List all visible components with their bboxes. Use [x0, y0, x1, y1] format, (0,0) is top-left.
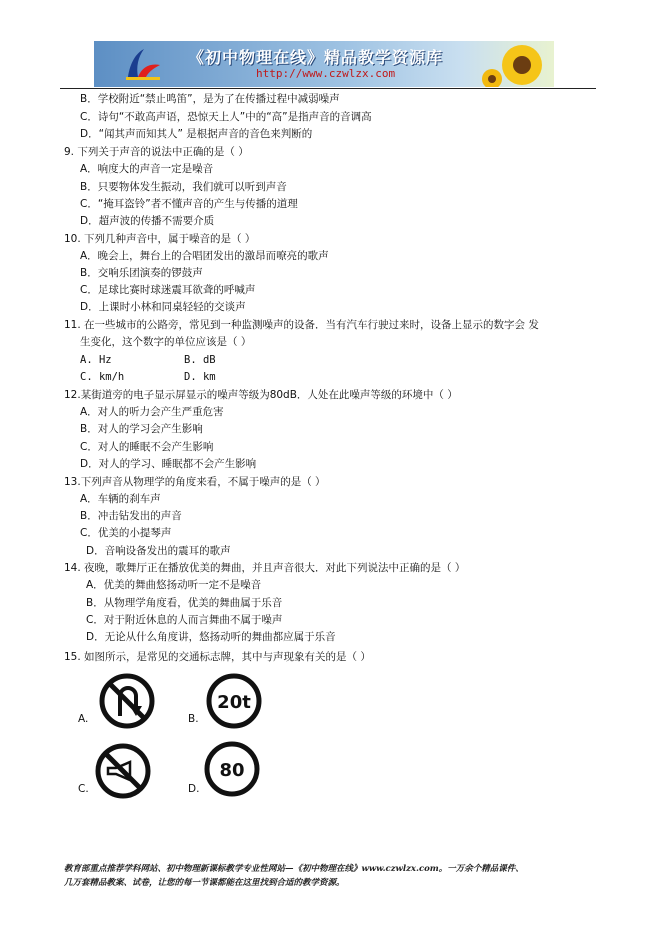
- banner-url[interactable]: http://www.czwlzx.com: [256, 67, 396, 80]
- q14-option-c: C．对于附近休息的人而言舞曲不属于噪声: [86, 614, 283, 626]
- q8-option-c: C．诗句“不敢高声语，恐惊天上人”中的“高”是指声音的音调高: [80, 111, 372, 123]
- speed-limit-text: 80: [219, 760, 245, 781]
- q12-option-a: A．对人的听力会产生严重危害: [80, 406, 224, 418]
- q8-option-d: D．“闻其声而知其人” 是根据声音的音色来判断的: [80, 128, 313, 140]
- q10-option-b: B．交响乐团演奏的锣鼓声: [80, 267, 203, 279]
- q13-option-d: D．音响设备发出的震耳的歌声: [86, 545, 231, 557]
- q14-option-d: D．无论从什么角度讲，悠扬动听的舞曲都应属于乐音: [86, 631, 336, 643]
- q11-option-c: C. km/h: [80, 371, 125, 383]
- q9-stem: 9. 下列关于声音的说法中正确的是（ ）: [64, 146, 249, 158]
- q14-option-b: B．从物理学角度看，优美的舞曲属于乐音: [86, 597, 283, 609]
- q11-stem-line2: 生变化，这个数字的单位应该是（ ）: [80, 336, 252, 348]
- q11-option-b: B. dB: [184, 354, 216, 366]
- q11-stem-line1: 11. 在一些城市的公路旁，常见到一种监测噪声的设备．当有汽车行驶过来时，设备上显示的数字会 发: [64, 319, 539, 331]
- q13-option-b: B．冲击钻发出的声音: [80, 510, 182, 522]
- q12-option-b: B．对人的学习会产生影响: [80, 423, 203, 435]
- q13-stem: 13.下列声音从物理学的角度来看，不属于噪声的是（ ）: [64, 476, 326, 488]
- q12-stem: 12.某街道旁的电子显示屏显示的噪声等级为80dB．人处在此噪声等级的环境中（ ）: [64, 389, 458, 401]
- header-banner: [94, 41, 554, 87]
- footer-line-1: 教育部重点推荐学科网站、初中物理新课标教学专业性网站—《初中物理在线》www.czwlzx.com。一万余个精品课件、: [64, 864, 524, 874]
- q9-option-d: D．超声波的传播不需要介质: [80, 215, 215, 227]
- q10-option-a: A．晚会上，舞台上的合唱团发出的激昂而嘹亮的歌声: [80, 250, 329, 262]
- no-honking-sign-icon: [94, 742, 152, 800]
- q10-option-d: D．上课时小林和同桌轻轻的交谈声: [80, 301, 246, 313]
- q9-option-a: A．响度大的声音一定是噪音: [80, 163, 214, 175]
- weight-limit-sign-icon: [205, 672, 263, 730]
- q10-stem: 10. 下列几种声音中，属于噪音的是（ ）: [64, 233, 256, 245]
- banner-title: 《初中物理在线》精品教学资源库: [188, 48, 444, 67]
- q15-stem: 15. 如图所示，是常见的交通标志牌，其中与声现象有关的是（ ）: [64, 651, 371, 663]
- q12-option-d: D．对人的学习、睡眠都不会产生影响: [80, 458, 257, 470]
- q15-label-a: A.: [78, 713, 89, 725]
- no-u-turn-sign-icon: [98, 672, 156, 730]
- weight-limit-text: 20t: [217, 692, 251, 713]
- q13-option-a: A．车辆的刹车声: [80, 493, 161, 505]
- logo-icon: [122, 47, 162, 81]
- q15-label-b: B.: [188, 713, 199, 725]
- q11-option-a: A. Hz: [80, 354, 112, 366]
- q12-option-c: C．对人的睡眠不会产生影响: [80, 441, 214, 453]
- q8-option-b: B．学校附近“禁止鸣笛”，是为了在传播过程中减弱噪声: [80, 93, 340, 105]
- q9-option-b: B．只要物体发生振动，我们就可以听到声音: [80, 181, 287, 193]
- q10-option-c: C．足球比赛时球迷震耳欲聋的呼喊声: [80, 284, 256, 296]
- sunflower-icon: [482, 43, 548, 87]
- q15-label-c: C.: [78, 783, 89, 795]
- footer-line-2: 几万套精品教案、试卷，让您的每一节课都能在这里找到合适的教学资源。: [64, 878, 345, 888]
- q13-option-c: C．优美的小提琴声: [80, 527, 172, 539]
- q15-label-d: D.: [188, 783, 200, 795]
- q14-option-a: A．优美的舞曲悠扬动听一定不是噪音: [86, 579, 262, 591]
- header-rule: [60, 88, 596, 89]
- speed-limit-sign-icon: [203, 740, 261, 798]
- q11-option-d: D. km: [184, 371, 216, 383]
- q14-stem: 14. 夜晚，歌舞厅正在播放优美的舞曲，并且声音很大．对此下列说法中正确的是（ ）: [64, 562, 466, 574]
- q9-option-c: C．“掩耳盗铃”者不懂声音的产生与传播的道理: [80, 198, 298, 210]
